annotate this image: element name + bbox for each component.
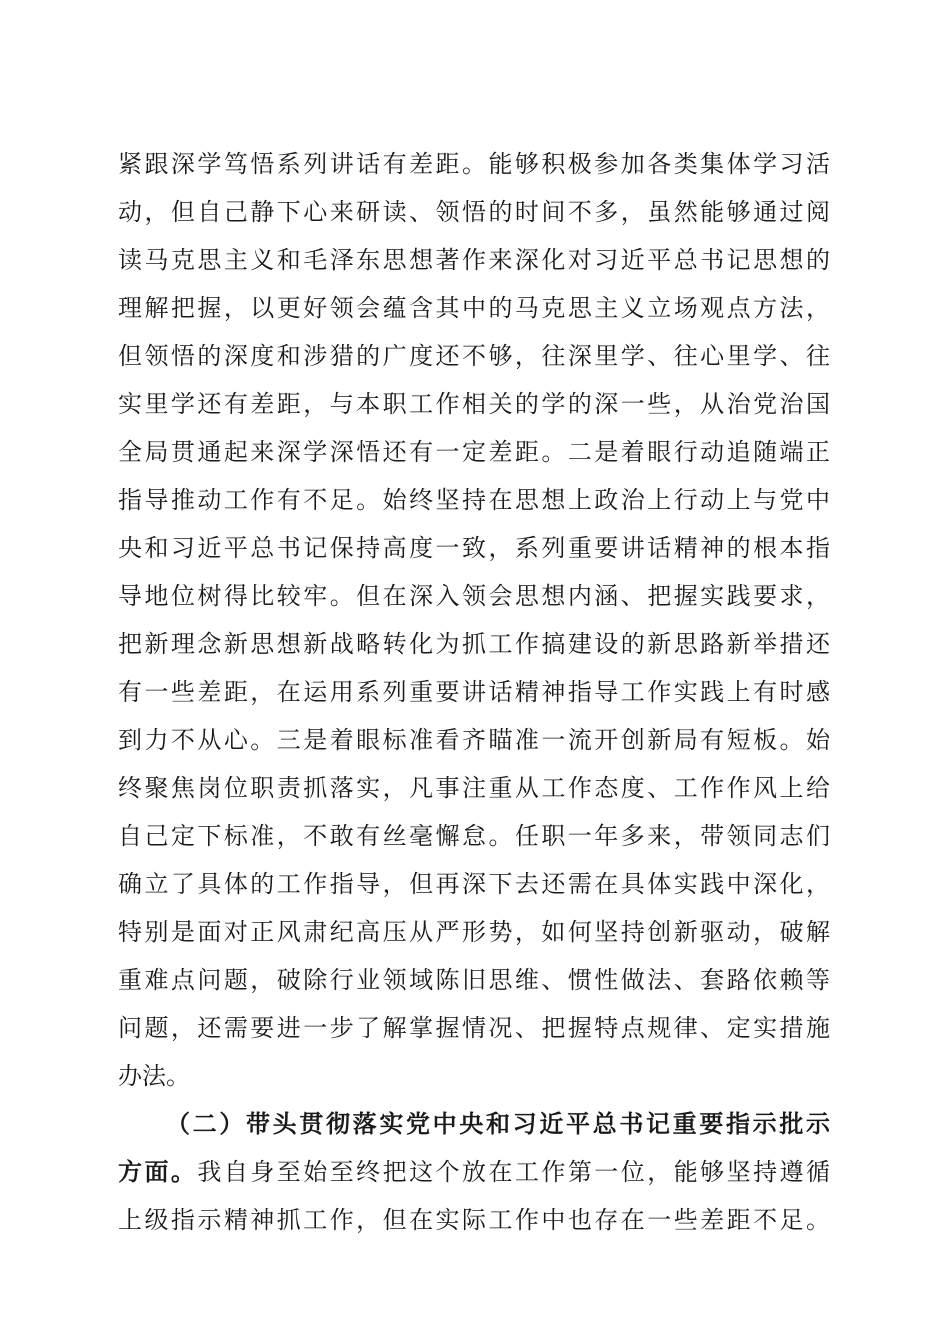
text-line: 央和习近平总书记保持高度一致，系列重要讲话精神的根本指 <box>118 534 830 562</box>
text-line: 实里学还有差距，与本职工作相关的学的深一些，从治党治国 <box>118 390 830 418</box>
text-line: 但领悟的深度和涉猎的广度还不够，往深里学、往心里学、往 <box>118 342 830 370</box>
section-text: 我自身至始至终把这个放在工作第一位，能够坚持遵循 <box>197 1158 830 1186</box>
text-line: 重难点问题，破除行业领域陈旧思维、惯性做法、套路依赖等 <box>118 966 830 994</box>
text-line: 有一些差距，在运用系列重要讲话精神指导工作实践上有时感 <box>118 678 830 706</box>
text-line: 动，但自己静下心来研读、领悟的时间不多，虽然能够通过阅 <box>118 198 830 226</box>
text-line: 问题，还需要进一步了解掌握情况、把握特点规律、定实措施 <box>118 1014 830 1042</box>
text-line: 把新理念新思想新战略转化为抓工作搞建设的新思路新举措还 <box>118 630 830 658</box>
text-line: 自己定下标准，不敢有丝毫懈怠。任职一年多来，带领同志们 <box>118 822 830 850</box>
text-line: 到力不从心。三是着眼标准看齐瞄准一流开创新局有短板。始 <box>118 726 830 754</box>
text-line: 上级指示精神抓工作，但在实际工作中也存在一些差距不足。 <box>118 1206 830 1234</box>
text-line: 确立了具体的工作指导，但再深下去还需在具体实践中深化， <box>118 870 830 898</box>
text-line: 读马克思主义和毛泽东思想著作来深化对习近平总书记思想的 <box>118 246 830 274</box>
text-line: 全局贯通起来深学深悟还有一定差距。二是着眼行动追随端正 <box>118 438 830 466</box>
text-line: 办法。 <box>118 1062 190 1090</box>
text-line: 终聚焦岗位职责抓落实，凡事注重从工作态度、工作作风上给 <box>118 774 830 802</box>
text-line: 紧跟深学笃悟系列讲话有差距。能够积极参加各类集体学习活 <box>118 150 830 178</box>
text-line: 特别是面对正风肃纪高压从严形势，如何坚持创新驱动，破解 <box>118 918 830 946</box>
section-line <box>118 1148 830 1196</box>
text-line: 指导推动工作有不足。始终坚持在思想上政治上行动上与党中 <box>118 486 830 514</box>
section-heading-end: 方面。 <box>118 1157 198 1186</box>
text-line: 导地位树得比较牢。但在深入领会思想内涵、把握实践要求， <box>118 582 830 610</box>
body-text <box>118 140 830 1244</box>
text-line: 理解把握，以更好领会蕴含其中的马克思主义立场观点方法， <box>118 294 830 322</box>
section-heading: （二）带头贯彻落实党中央和习近平总书记重要指示批示 <box>166 1109 830 1138</box>
